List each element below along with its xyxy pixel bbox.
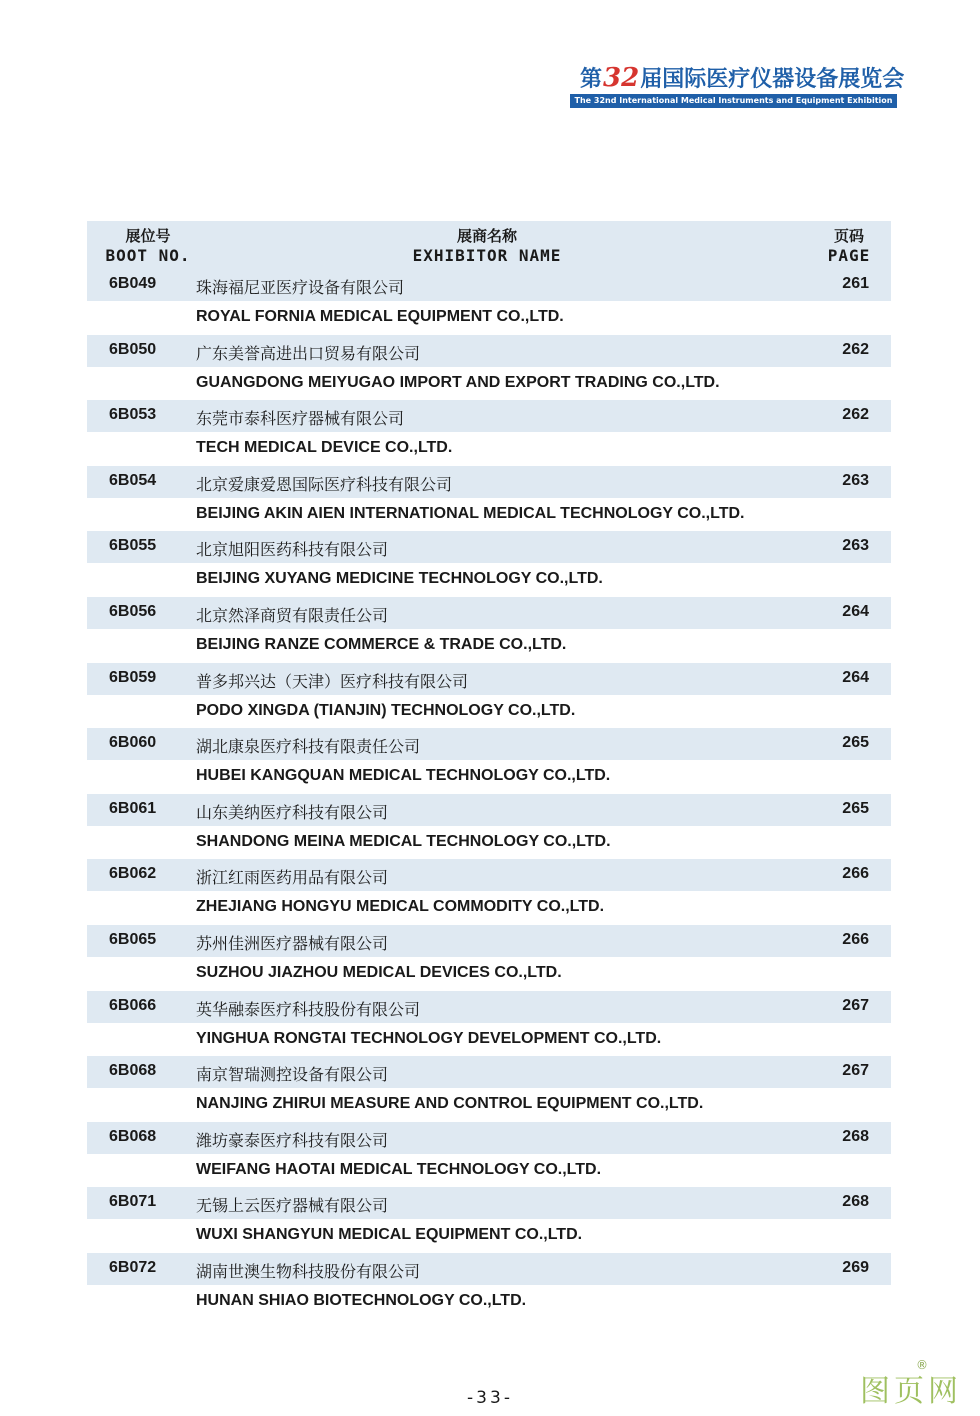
column-page-cn: 页码 <box>833 227 864 245</box>
exhibitor-name-cn: 南京智瑞测控设备有限公司 <box>196 1065 389 1085</box>
booth-number: 6B068 <box>109 1127 157 1145</box>
column-booth-en: BOOT NO. <box>105 246 191 265</box>
exhibitor-name-cn: 山东美纳医疗科技有限公司 <box>196 802 389 822</box>
logo-prefix: 第 <box>580 67 603 92</box>
exhibitor-name-en: YINGHUA RONGTAI TECHNOLOGY DEVELOPMENT CO.,LTD. <box>196 1029 662 1047</box>
booth-number: 6B059 <box>109 668 157 686</box>
exhibitor-entry <box>87 728 891 794</box>
exhibitor-name-en: HUBEI KANGQUAN MEDICAL TECHNOLOGY CO.,LTD. <box>196 767 611 785</box>
booth-number: 6B065 <box>109 930 157 948</box>
exhibitor-name-cn: 湖南世澳生物科技股份有限公司 <box>196 1261 421 1281</box>
exhibitor-name-cn: 苏州佳洲医疗器械有限公司 <box>196 933 389 953</box>
booth-number: 6B062 <box>109 865 157 883</box>
exhibitor-entry <box>87 335 891 401</box>
exhibitor-name-cn: 广东美誉高进出口贸易有限公司 <box>196 343 421 363</box>
exhibitor-name-cn: 东莞市泰科医疗器械有限公司 <box>196 409 405 429</box>
exhibitor-name-cn: 湖北康泉医疗科技有限责任公司 <box>196 737 421 757</box>
exhibitor-name-en: NANJING ZHIRUI MEASURE AND CONTROL EQUIPMENT CO.,LTD. <box>196 1095 704 1113</box>
booth-number: 6B060 <box>109 734 157 752</box>
exhibitor-entry <box>87 1187 891 1253</box>
exhibitor-entry <box>87 531 891 597</box>
exhibitor-name-en: WUXI SHANGYUN MEDICAL EQUIPMENT CO.,LTD. <box>196 1226 583 1244</box>
exhibitor-entry <box>87 597 891 663</box>
booth-number: 6B061 <box>109 799 157 817</box>
column-page-header <box>809 227 889 265</box>
watermark-text: 图页网 <box>860 1374 962 1409</box>
exhibitor-name-cn: 英华融泰医疗科技股份有限公司 <box>196 999 421 1019</box>
column-name-header <box>337 227 637 265</box>
exhibitor-entry <box>87 991 891 1057</box>
page-ref: 266 <box>842 865 869 883</box>
booth-number: 6B050 <box>109 340 157 358</box>
page-ref: 264 <box>842 602 869 620</box>
page-ref: 268 <box>842 1193 869 1211</box>
exhibitor-name-cn: 浙江红雨医药用品有限公司 <box>196 868 389 888</box>
logo-english-title: The 32nd International Medical Instruments and Equipment Exhibition <box>570 94 897 108</box>
booth-number: 6B056 <box>109 602 157 620</box>
exhibitor-name-en: TECH MEDICAL DEVICE CO.,LTD. <box>196 439 453 457</box>
page-ref: 267 <box>842 996 869 1014</box>
booth-number: 6B071 <box>109 1193 157 1211</box>
exhibitor-name-cn: 北京然泽商贸有限责任公司 <box>196 605 389 625</box>
exhibitor-name-en: HUNAN SHIAO BIOTECHNOLOGY CO.,LTD. <box>196 1291 527 1309</box>
booth-number: 6B054 <box>109 471 157 489</box>
booth-number: 6B068 <box>109 1062 157 1080</box>
exhibitor-name-en: BEIJING RANZE COMMERCE & TRADE CO.,LTD. <box>196 635 567 653</box>
logo-suffix: 届国际医疗仪器设备展览会 <box>640 67 905 92</box>
exhibitor-entry <box>87 1056 891 1122</box>
exhibitor-table <box>87 221 891 1319</box>
exhibitor-entry <box>87 1122 891 1188</box>
exhibitor-name-cn: 潍坊豪泰医疗科技有限公司 <box>196 1130 389 1150</box>
exhibitor-list <box>87 269 891 1319</box>
exhibitor-name-cn: 珠海福尼亚医疗设备有限公司 <box>196 278 405 297</box>
page-ref: 267 <box>842 1062 869 1080</box>
exhibitor-name-en: PODO XINGDA (TIANJIN) TECHNOLOGY CO.,LTD. <box>196 701 576 719</box>
page-ref: 262 <box>842 340 869 358</box>
page-ref: 263 <box>842 471 869 489</box>
site-watermark <box>860 1358 962 1410</box>
logo-number: 32 <box>603 63 640 93</box>
exhibitor-entry <box>87 400 891 466</box>
page-ref: 265 <box>842 734 869 752</box>
exhibitor-name-en: SHANDONG MEINA MEDICAL TECHNOLOGY CO.,LTD. <box>196 832 611 850</box>
exhibitor-name-cn: 北京旭阳医药科技有限公司 <box>196 540 389 560</box>
booth-number: 6B066 <box>109 996 157 1014</box>
exhibitor-name-en: SUZHOU JIAZHOU MEDICAL DEVICES CO.,LTD. <box>196 963 562 981</box>
booth-number: 6B049 <box>109 275 157 292</box>
exhibitor-entry <box>87 794 891 860</box>
exhibitor-entry <box>87 925 891 991</box>
page-number: -33- <box>467 1388 513 1408</box>
page-ref: 268 <box>842 1127 869 1145</box>
exhibition-logo <box>570 62 905 112</box>
exhibitor-name-en: BEIJING XUYANG MEDICINE TECHNOLOGY CO.,LTD. <box>196 570 603 588</box>
page-ref: 265 <box>842 799 869 817</box>
exhibitor-name-en: ZHEJIANG HONGYU MEDICAL COMMODITY CO.,LTD. <box>196 898 605 916</box>
booth-number: 6B072 <box>109 1258 157 1276</box>
page-ref: 269 <box>842 1258 869 1276</box>
page-ref: 261 <box>842 275 869 292</box>
column-name-cn: 展商名称 <box>456 227 517 245</box>
table-header <box>87 221 891 269</box>
exhibitor-entry <box>87 859 891 925</box>
exhibitor-name-en: ROYAL FORNIA MEDICAL EQUIPMENT CO.,LTD. <box>196 308 564 325</box>
exhibitor-name-cn: 普多邦兴达（天津）医疗科技有限公司 <box>196 671 469 691</box>
booth-number: 6B053 <box>109 406 157 424</box>
registered-mark: ® <box>916 1358 932 1372</box>
exhibitor-entry <box>87 269 891 335</box>
page-ref: 262 <box>842 406 869 424</box>
exhibitor-entry <box>87 663 891 729</box>
exhibitor-entry <box>87 1253 891 1319</box>
column-booth-header <box>95 227 201 265</box>
logo-chinese-title <box>580 62 904 93</box>
booth-number: 6B055 <box>109 537 157 555</box>
exhibitor-name-cn: 北京爱康爱恩国际医疗科技有限公司 <box>196 474 453 494</box>
column-page-en: PAGE <box>827 246 871 265</box>
exhibitor-name-en: BEIJING AKIN AIEN INTERNATIONAL MEDICAL TECHNOLOGY CO.,LTD. <box>196 504 745 522</box>
exhibitor-name-en: GUANGDONG MEIYUGAO IMPORT AND EXPORT TRADING CO.,LTD. <box>196 373 720 391</box>
page-ref: 263 <box>842 537 869 555</box>
page-ref: 266 <box>842 930 869 948</box>
page-ref: 264 <box>842 668 869 686</box>
column-booth-cn: 展位号 <box>125 227 171 245</box>
column-name-en: EXHIBITOR NAME <box>412 246 562 265</box>
exhibitor-name-en: WEIFANG HAOTAI MEDICAL TECHNOLOGY CO.,LTD. <box>196 1160 602 1178</box>
exhibitor-entry <box>87 466 891 532</box>
exhibitor-name-cn: 无锡上云医疗器械有限公司 <box>196 1196 389 1216</box>
